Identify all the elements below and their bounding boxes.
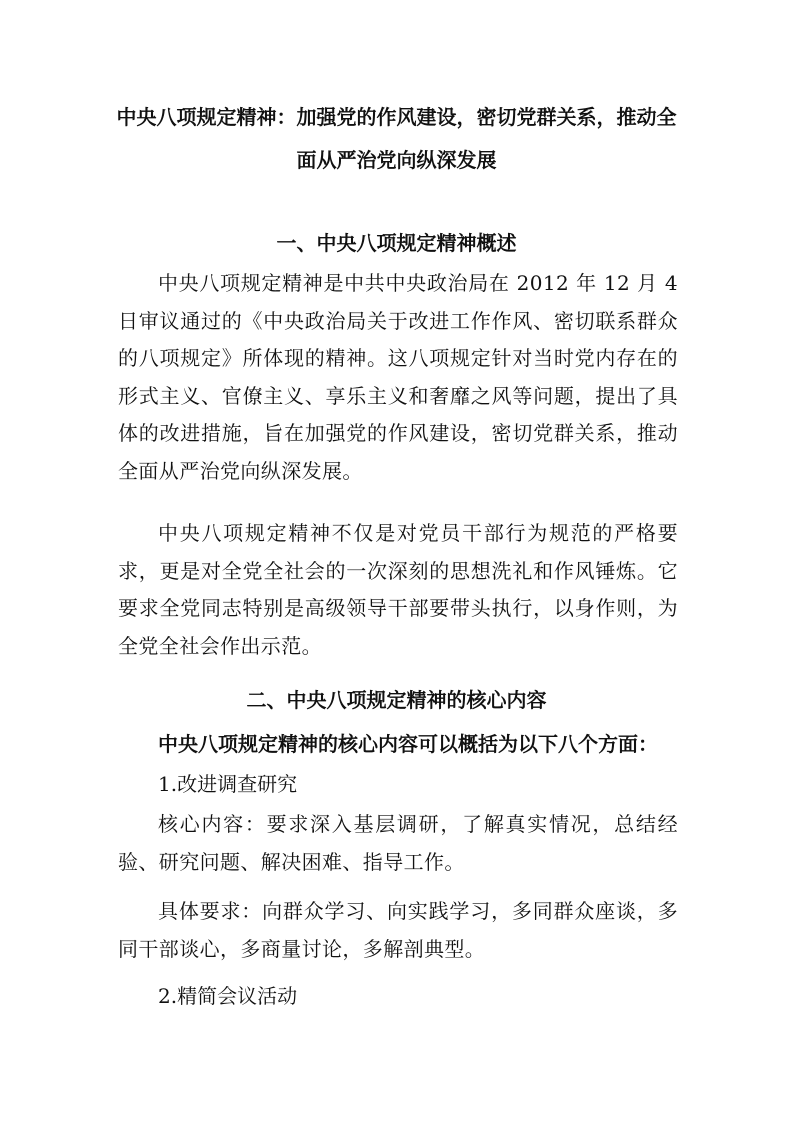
overview-paragraph-1: 中央八项规定精神是中共中央政治局在 2012 年 12 月 4 日审议通过的《中央政治局关于改进工作作风、密切联系群众的八项规定》所体现的精神。这八项规定针对当时党内存在的形式主义、官僚主义、享乐主义和奢靡之风等问题，提出了具体的改进措施，旨在加强党的作风建设，密切党群关系，推动全面从严治党向纵深发展。: [118, 271, 678, 483]
item-1-title: 1.改进调查研究: [158, 772, 298, 796]
section-heading-core-content: 二、中央八项规定精神的核心内容: [246, 688, 547, 712]
section-heading-overview: 一、中央八项规定精神概述: [276, 231, 517, 255]
item-2-title: 2.精简会议活动: [158, 984, 298, 1008]
document-title: 中央八项规定精神：加强党的作风建设，密切党群关系，推动全面从严治党向纵深发展: [116, 105, 677, 172]
overview-paragraph-2: 中央八项规定精神不仅是对党员干部行为规范的严格要求，更是对全党全社会的一次深刻的思想洗礼和作风锤炼。它要求全党同志特别是高级领导干部要带头执行，以身作则，为全党全社会作出示范。: [118, 521, 678, 658]
item-1-requirement: 具体要求：向群众学习、向实践学习，多同群众座谈，多同干部谈心，多商量讨论，多解剖典型。: [118, 899, 678, 961]
core-content-lead: 中央八项规定精神的核心内容可以概括为以下八个方面：: [158, 732, 658, 756]
item-1-core: 核心内容：要求深入基层调研，了解真实情况，总结经验、研究问题、解决困难、指导工作。: [118, 812, 678, 874]
